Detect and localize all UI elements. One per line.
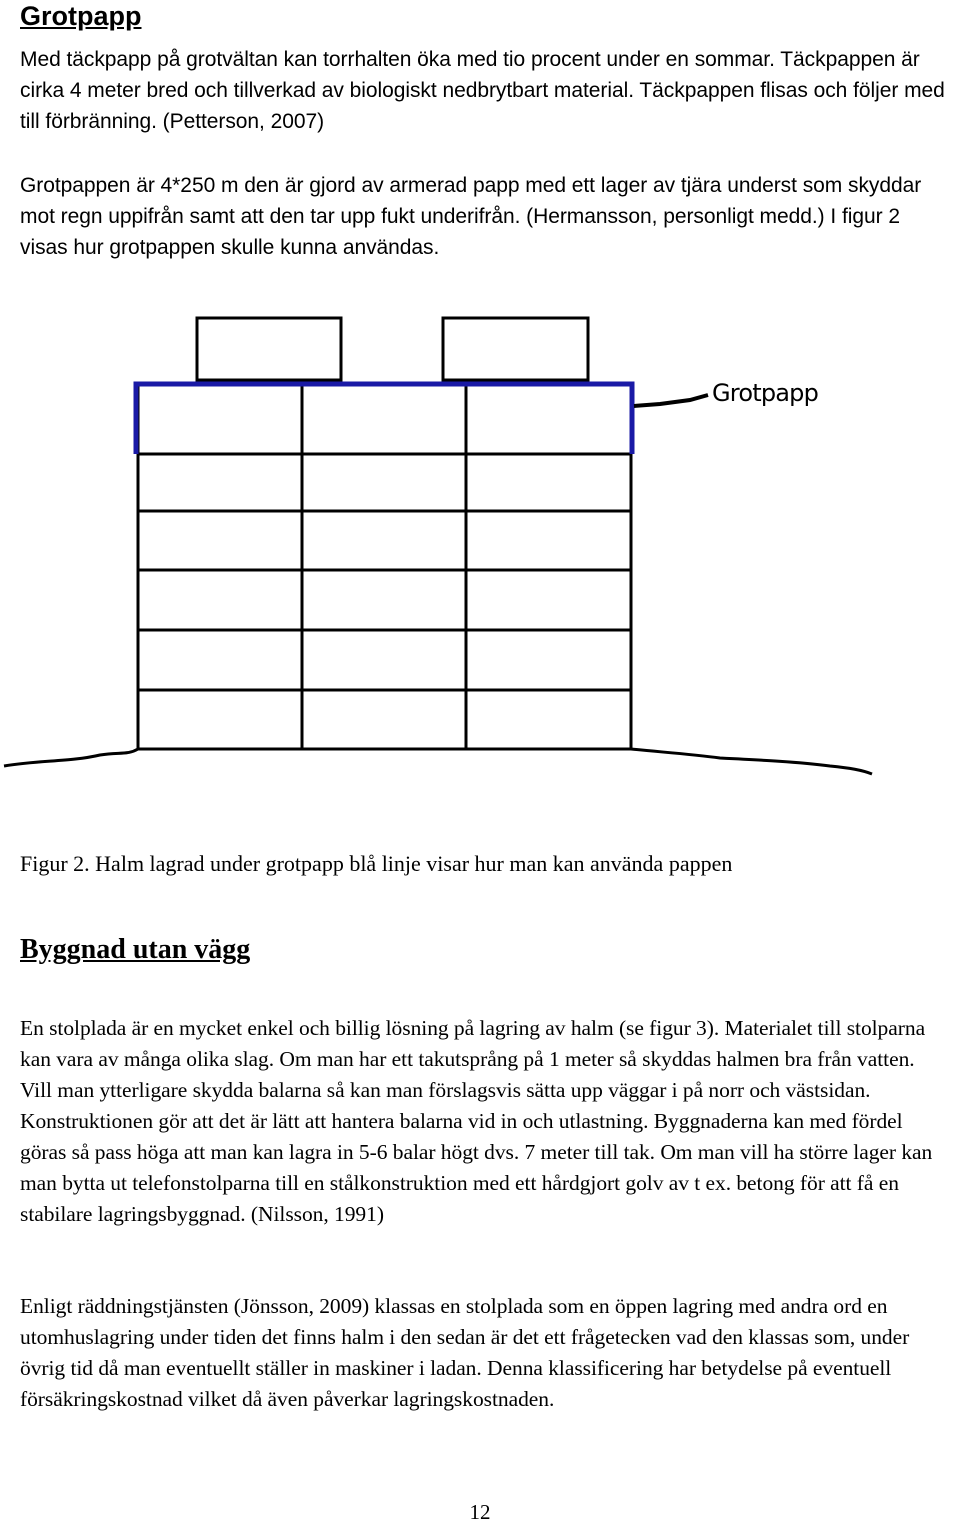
ground-line: [4, 749, 872, 774]
label-leader-line: [634, 395, 708, 406]
paragraph-grotpappen: Grotpappen är 4*250 m den är gjord av armerad papp med ett lager av tjära underst som skyddar mot regn uppifrån samt att den tar upp fukt underifrån. (Hermansson, personligt medd.) I figur 2 visas hur grotpappen skulle kunna användas.: [20, 174, 922, 259]
figure-label-grotpapp: Grotpapp: [712, 379, 819, 407]
top-bale-right: [443, 318, 588, 380]
paragraph-raddningstjansten: Enligt räddningstjänsten (Jönsson, 2009) klassas en stolplada som en öppen lagring med andra ord en utomhuslagring under tiden det finns halm i den sedan är det ett frågetecken vad den klassas som, under övrig tid då man eventuellt ställer in maskiner i ladan. Denna klassificering har betydelse på eventuell försäkringskostnad vilket då även påverkar lagringskostnaden.: [20, 1294, 910, 1411]
figure-caption: Figur 2. Halm lagrad under grotpapp blå linje visar hur man kan använda pappen: [20, 851, 733, 876]
paragraph-stolplada: En stolplada är en mycket enkel och billig lösning på lagring av halm (se figur 3). Materialet till stolparna kan vara av många olika slag. Om man har ett takutsprång på 1 meter så skyddas halmen bra från vatten. Vill man ytterligare skydda balarna så kan man förslagsvis sätta upp väggar i på norr och västsidan. Konstruktionen gör att det är lätt att hantera balarna vid in och utlastning. Byggnaderna kan med fördel göras så pass höga att man kan lagra in 5-6 balar högt dvs. 7 meter till tak. Om man vill ha större lager kan man bytta ut telefonstolparna till en stålkonstruktion med ett hårdgjort golv av t ex. betong för att få en stabilare lagringsbyggnad. (Nilsson, 1991): [20, 1016, 933, 1226]
grotpapp-cover: [136, 384, 632, 454]
top-bale-left: [197, 318, 341, 380]
page-number: 12: [469, 1500, 491, 1524]
section-heading-grotpapp: Grotpapp: [20, 1, 142, 31]
bale-stack: [138, 386, 631, 749]
section-heading-byggnad-utan-vagg: Byggnad utan vägg: [20, 934, 251, 965]
paragraph-tackpapp: Med täckpapp på grotvältan kan torrhalten öka med tio procent under en sommar. Täckpappen är cirka 4 meter bred och tillverkad av biologiskt nedbrytbart material. Täckpappen flisas och följer med till förbränning. (Petterson, 2007): [20, 48, 945, 133]
figure-halm-stack: [0, 300, 960, 800]
